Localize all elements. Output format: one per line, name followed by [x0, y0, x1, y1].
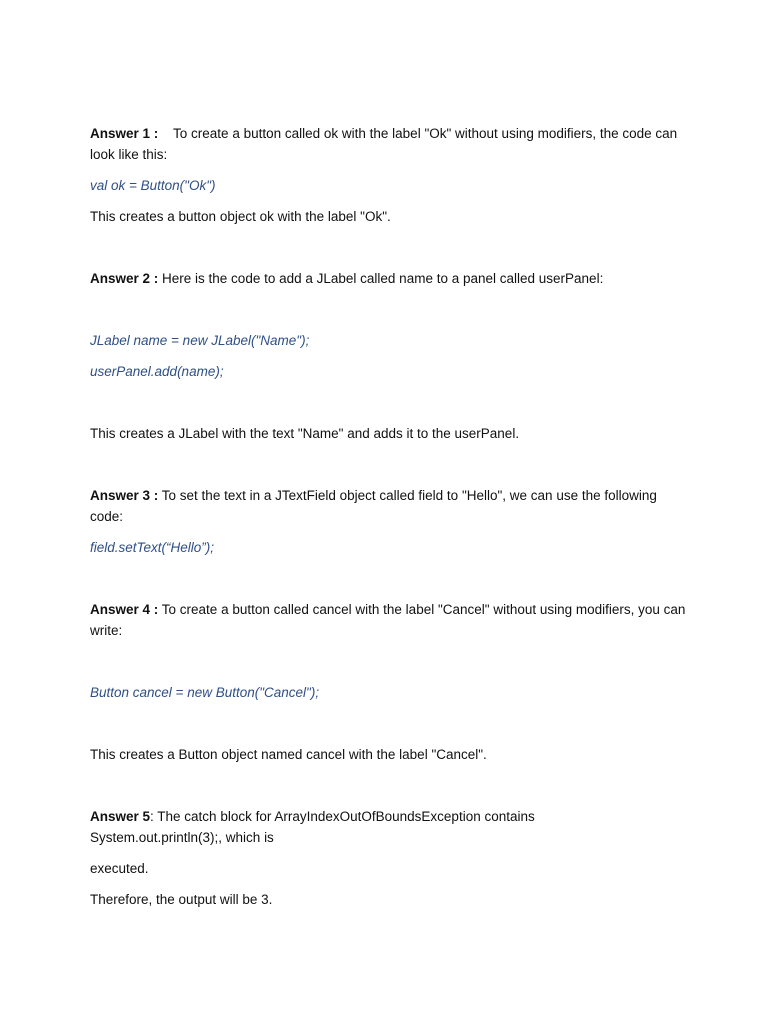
answer-1-paragraph: [90, 123, 690, 165]
answer-5-paragraph: [90, 806, 560, 848]
answer-2-note: This creates a JLabel with the text "Name" and adds it to the userPanel.: [90, 426, 520, 441]
answer-1-label: Answer 1 :: [90, 126, 159, 141]
answer-4-code: Button cancel = new Button("Cancel");: [90, 685, 320, 700]
answer-5-line-2: executed.: [90, 861, 149, 876]
answer-5-label: Answer 5: [90, 809, 151, 824]
answer-1-note: This creates a button object ok with the label "Ok".: [90, 209, 391, 224]
answer-2-paragraph: [90, 268, 690, 289]
answer-2-text: Here is the code to add a JLabel called name to a panel called userPanel:: [158, 271, 604, 286]
document-page: [90, 123, 690, 910]
answer-5-line-3: Therefore, the output will be 3.: [90, 892, 273, 907]
answer-4-label: Answer 4 :: [90, 602, 159, 617]
answer-4-paragraph: [90, 599, 690, 641]
answer-2-label: Answer 2 :: [90, 271, 159, 286]
answer-3-paragraph: [90, 485, 690, 527]
answer-5-text: : The catch block for ArrayIndexOutOfBoundsException contains System.out.println(3);, which is: [90, 809, 539, 845]
answer-1-code: val ok = Button("Ok"): [90, 178, 216, 193]
answer-3-label: Answer 3 :: [90, 488, 159, 503]
answer-2-code-line-1: JLabel name = new JLabel("Name");: [90, 333, 310, 348]
answer-3-code: field.setText(“Hello”);: [90, 540, 215, 555]
answer-1-text: To create a button called ok with the label "Ok" without using modifiers, the code can look like this:: [90, 126, 681, 162]
answer-4-note: This creates a Button object named cancel with the label "Cancel".: [90, 747, 487, 762]
answer-3-text: To set the text in a JTextField object called field to "Hello", we can use the following code:: [90, 488, 661, 524]
answer-2-code-line-2: userPanel.add(name);: [90, 364, 224, 379]
answer-4-text: To create a button called cancel with the label "Cancel" without using modifiers, you can write:: [90, 602, 690, 638]
